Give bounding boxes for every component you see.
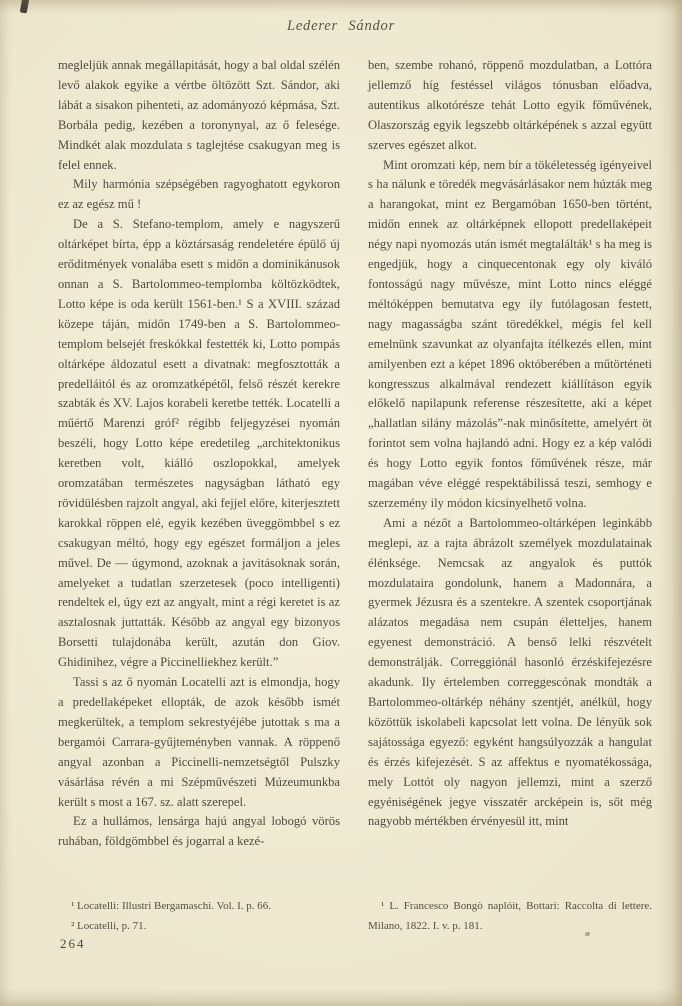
right-text-column — [368, 56, 652, 832]
paragraph: Tassi s az ő nyomán Locatelli azt is elmondja, hogy a predellaképeket ellopták, de azok később ismét megkerültek, a templom sekrestyéjébe jutottak s ma a bergamói Carrara-gyűjteményben vannak. A röppenő angyal azonban a Piccinelli-nemzetségtől Pulszky vásárlása révén a mi Szépművészeti Múzeumunkba került s most a 167. sz. alatt szerepel. — [58, 675, 340, 809]
paragraph: Mily harmónia szépségében ragyoghatott egykoron ez az egész mű ! — [58, 177, 340, 212]
paragraph: De a S. Stefano-templom, amely e nagyszerű oltárképet bírta, épp a köztársaság rendeletére épülő új erőditmények vonalába esett s midőn a dominikánusok onnan a S. Bartolommeo-templomba költözködtek, Lotto képe is oda került 1561-ben.¹ S a XVIII. század közepe táján, midőn 1749-ben a S. Bartolommeo-templom belsejét freskókkal festették ki, Lotto pompás oltárképe áldozatul esett a divatnak: megfosztották a predelláitól és az oromzatképétől, felső részét kerekre szabták és XV. Lajos korabeli keretbe tették. Locatelli a műértő Marenzi gróf² régibb feljegyzései nyomán beszéli, hogy Lotto képe eredetileg „architektonikus keretben volt, kiálló oszlopokkal, amelyek oromzatában természetes nagyságban látható egy rövidülésben rajzolt angyal, aki fejjel előre, kiterjesztett karokkal röppen elé, egyik kezében üveggömbbel s ez csakugyan méltó, hogy egy egészet formáljon a jeles művel. De — úgymond, azoknak a javitásoknak során, amelyeket a tudatlan szerzetesek (poco intelligenti) rendeltek el, úgy ezt az angyalt, mint a régi keretet is az asztalosnak juttatták. Később az angyal egy bizonyos Borsetti tulajdonába került, azután don Giov. Ghidinihez, végre a Piccinelliekhez került.” — [58, 217, 340, 670]
paragraph: megleljük annak megállapitását, hogy a bal oldal szélén levő alakok egyike a vértbe öltözött Szt. Sándor, aki lábát a sisakon pihenteti, az adományozó képmása, Szt. Borbála pedig, kezében a toronynyal, az ő felesége. Mindkét alak mozdulata s taglejtése csakugyan meg is felel ennek. — [58, 58, 340, 172]
paragraph: Ami a nézőt a Bartolommeo-oltárképen leginkább meglepi, az a rajta ábrázolt személyek mozdulatainak élénksége. Nemcsak az angyalok és puttók mozdulataira gondolunk, hanem a Madonnára, a gyermek Jézusra és a szentekre. A szentek csoportjának alázatos megadása nem csupán életteljes, hanem egyenest demonstráció. A benső lelki részvételt demonstrálják. Correggiónál hasonló érzéskifejezésre akadunk. Ily értelemben correggescónak mondták a Bartolommeo-oltárkép néhány szentjét, anélkül, hogy közöttük iskolabeli kapcsolat lett volna. De lényük sok sajátossága egyező: egyként hangsúlyozzák a hangulat és érzés kifejezését. S az affektus e nyomatékossága, mely Lottót oly nagyon jellemzi, mint a szerző egyéniségének jegye visszatér arcképein is, sőt még nagyobb mértékben érvényesül itt, mint — [368, 515, 652, 829]
footnote: ¹ L. Francesco Bongò naplóit, Bottari: Raccolta di lettere. Milano, 1822. I. v. p. 181. — [368, 900, 652, 932]
footnote: ¹ Locatelli: Illustri Bergamaschi. Vol. I. p. 66. — [71, 900, 272, 912]
right-footnotes — [368, 897, 652, 936]
paper-speck — [585, 932, 590, 936]
page-number: 264 — [60, 936, 86, 951]
paragraph: Mint oromzati kép, nem bír a tökéletesség igényeivel s ha nálunk e töredék megvásárlásakor nem húzták meg a harangokat, mint ez Bergamóban 1650-ben történt, midőn ennek az oltárképnek ellopott predellaképeit négy napi nyomozás után ismét megtalálták¹ s ha meg is engedjük, hogy a cinquecentonak egy oly kiváló fontosságú nagy művésze, mint Lotto nincs eléggé méltóképpen bemutatva egy ily futólagosan festett, nagy magasságba szánt töredékkel, mégis fel kell emelnünk szavunkat az olyanfajta ítélkezés ellen, mint amilyenben ezt a képet 1896 októberében a műtörténeti kongresszus alkalmával rendezett kiállításon egyik előkelő napilapunk referense részesítette, aki a képet „hallatlan silány mázolás”-nak minősítette, amelyért öt forintot sem volna hajlandó adni. Hogy ez a kép valódi és hogy Lotto egyik fontos főművének része, már magában véve eléggé respektábilissá teszi, semhogy e szerzemény ily módon kicsinyelhető volna. — [368, 157, 652, 510]
left-footnotes — [58, 897, 340, 936]
paragraph: Ez a hullámos, lensárga hajú angyal lobogó vörös ruhában, földgömbbel és jogarral a kezé- — [58, 814, 340, 849]
left-text-column — [58, 56, 340, 852]
ink-smudge-mark — [20, 0, 29, 13]
footnote: ² Locatelli, p. 71. — [71, 919, 147, 932]
running-header: Lederer Sándor — [286, 18, 396, 34]
paragraph: ben, szembe rohanó, röppenő mozdulatban, a Lottóra jellemző híg festéssel világos tónusban előadva, autentikus alkotórésze tehát Lotto egyik főművének, Olaszország egyik legszebb oltárképének s azzal együtt szerves egészet alkot. — [368, 58, 652, 152]
